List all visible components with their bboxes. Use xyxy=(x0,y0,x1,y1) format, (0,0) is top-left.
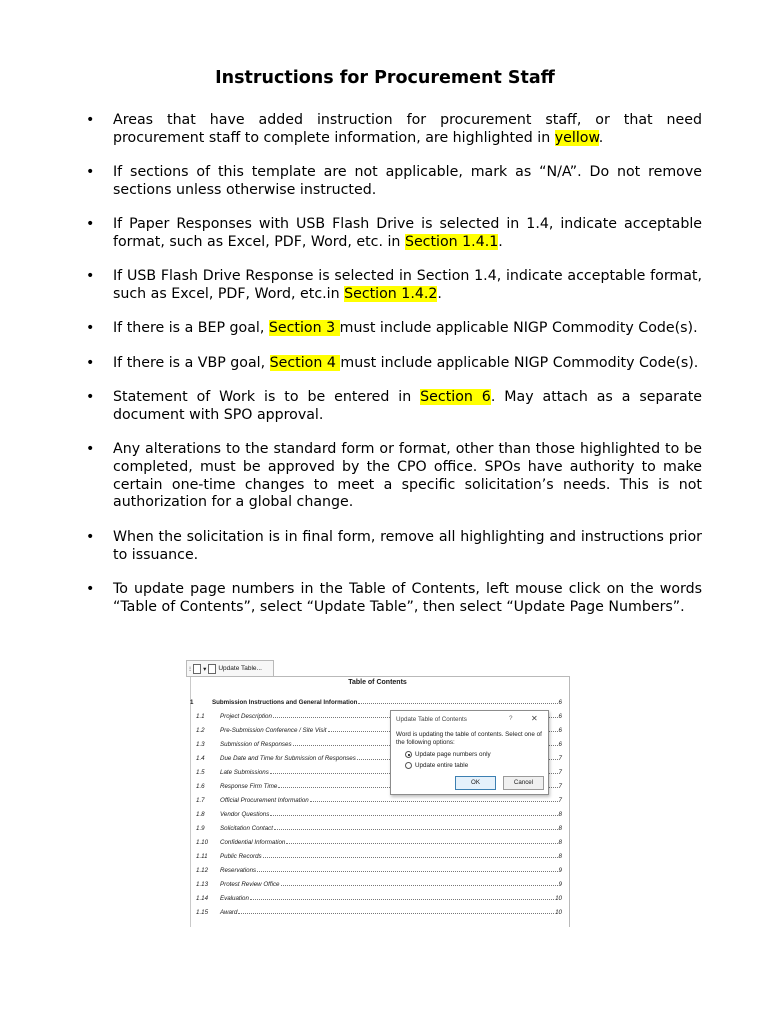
toc-entry-page: 10 xyxy=(555,909,562,916)
instruction-text: must include applicable NIGP Commodity Code(s). xyxy=(339,320,698,337)
toc-entry-number: 1.14 xyxy=(196,895,209,902)
option-entire-table-label: Update entire table xyxy=(415,762,469,769)
toc-entry-page: 6 xyxy=(558,741,562,748)
instruction-item xyxy=(86,268,702,304)
toc-entry[interactable] xyxy=(196,895,562,902)
toc-leader-dots xyxy=(281,884,558,886)
toc-entry-page: 10 xyxy=(555,895,562,902)
drag-handle-icon: ⁝ xyxy=(189,665,192,673)
toc-leader-dots xyxy=(270,814,557,816)
bullet-icon: • xyxy=(86,388,95,405)
ok-button[interactable]: OK xyxy=(455,776,496,790)
toc-entry-number: 1.1 xyxy=(196,713,205,720)
toc-entry[interactable] xyxy=(196,811,562,818)
instruction-text: Any alterations to the standard form or format, other than those highlighted to be completed, must be approved by the CPO office. SPOs have authority to make certain one-time changes to meet a specific solicitation’s needs. This is not authorization for a global change. xyxy=(113,441,702,511)
toc-entry[interactable] xyxy=(196,797,562,804)
toc-entry[interactable] xyxy=(196,825,562,832)
instruction-item xyxy=(86,529,702,565)
toc-entry-page: 6 xyxy=(558,727,562,734)
bullet-icon: • xyxy=(86,528,95,545)
toc-entry-label: Solicitation Contact xyxy=(220,825,273,832)
dialog-message: Word is updating the table of contents. Select one of the following options: xyxy=(396,731,542,746)
toc-entry[interactable] xyxy=(196,881,562,888)
help-icon[interactable]: ? xyxy=(509,715,513,722)
bullet-icon: • xyxy=(86,216,95,233)
toc-entry-label: Submission Instructions and General Information xyxy=(212,699,358,706)
document-icon xyxy=(193,664,201,674)
toc-entry[interactable] xyxy=(196,867,562,874)
highlighted-text: Section 4 xyxy=(269,354,341,371)
toc-entry[interactable] xyxy=(196,853,562,860)
instruction-text: . xyxy=(437,286,442,303)
update-table-button[interactable]: Update Table... xyxy=(218,665,262,672)
toc-entry-page: 9 xyxy=(558,881,562,888)
instruction-text: . May attach as a separate document with SPO approval. xyxy=(113,388,703,423)
bullet-icon: • xyxy=(86,354,95,371)
toc-entry-number: 1.9 xyxy=(196,825,205,832)
toc-entry-number: 1.6 xyxy=(196,783,205,790)
highlighted-text: Section 1.4.1 xyxy=(404,233,499,250)
toc-entry-page: 7 xyxy=(558,755,562,762)
bullet-icon: • xyxy=(86,112,95,128)
instruction-item xyxy=(86,355,702,373)
toc-entry-label: Public Records xyxy=(220,853,262,860)
instruction-text: If sections of this template are not applicable, mark as “N/A”. Do not remove sections unless otherwise instructed. xyxy=(113,164,702,198)
toc-entry-number: 1.10 xyxy=(196,839,209,846)
bullet-icon: • xyxy=(86,164,95,181)
highlighted-text: Section 6 xyxy=(420,388,491,405)
toc-entry-label: Official Procurement Information xyxy=(220,797,309,804)
instruction-item xyxy=(86,441,702,512)
toc-entry-label: Award xyxy=(220,909,238,916)
toc-entry[interactable] xyxy=(190,699,562,706)
highlighted-text: yellow xyxy=(554,129,599,146)
toc-entry-label: Response Firm Time xyxy=(220,783,278,790)
toc-entry-number: 1.8 xyxy=(196,811,205,818)
instruction-text: When the solicitation is in final form, remove all highlighting and instructions prior to issuance. xyxy=(113,528,702,563)
cancel-button[interactable]: Cancel xyxy=(503,776,544,790)
close-icon[interactable]: ✕ xyxy=(531,714,538,723)
toc-toolbar xyxy=(186,660,274,676)
instruction-item xyxy=(86,112,702,148)
toc-entry-label: Pre-Submission Conference / Site Visit xyxy=(220,727,327,734)
toc-leader-dots xyxy=(274,828,558,830)
toc-leader-dots xyxy=(263,856,558,858)
toc-entry-page: 7 xyxy=(558,797,562,804)
toc-entry-page: 8 xyxy=(558,811,562,818)
toc-entry-page: 7 xyxy=(558,769,562,776)
dialog-title: Update Table of Contents xyxy=(396,716,467,723)
toc-entry-label: Evaluation xyxy=(220,895,249,902)
toc-entry-page: 6 xyxy=(558,713,562,720)
instruction-item xyxy=(86,320,702,338)
toc-entry[interactable] xyxy=(196,909,562,916)
toc-entry-number: 1 xyxy=(190,699,194,706)
instruction-text: If there is a VBP goal, xyxy=(113,354,270,371)
toc-entry-page: 8 xyxy=(558,853,562,860)
option-page-numbers[interactable] xyxy=(405,751,491,758)
toc-entry-label: Protest Review Office xyxy=(220,881,280,888)
toc-entry-label: Due Date and Time for Submission of Responses xyxy=(220,755,356,762)
radio-selected-icon[interactable] xyxy=(405,751,412,758)
update-document-icon xyxy=(208,664,216,674)
radio-unselected-icon[interactable] xyxy=(405,762,412,769)
instruction-item xyxy=(86,581,702,617)
bullet-icon: • xyxy=(86,441,95,458)
toc-entry-number: 1.5 xyxy=(196,769,205,776)
page-title: Instructions for Procurement Staff xyxy=(215,68,555,88)
toc-leader-dots xyxy=(257,870,557,872)
toc-entry-label: Submission of Responses xyxy=(220,741,292,748)
toc-entry-page: 6 xyxy=(558,699,562,706)
instruction-text: If USB Flash Drive Response is selected in Section 1.4, indicate acceptable format, such as Excel, PDF, Word, etc.in xyxy=(113,268,702,303)
dropdown-arrow-icon: ▾ xyxy=(203,665,207,673)
instruction-item xyxy=(86,164,702,200)
instruction-item xyxy=(86,389,702,425)
instruction-text: If Paper Responses with USB Flash Drive is selected in 1.4, indicate acceptable format, such as Excel, PDF, Word, etc. in xyxy=(113,216,702,250)
toc-entry-page: 8 xyxy=(558,839,562,846)
toc-entry-number: 1.11 xyxy=(196,853,208,860)
toc-entry[interactable] xyxy=(196,839,562,846)
toc-entry-number: 1.12 xyxy=(196,867,209,874)
toc-leader-dots xyxy=(286,842,557,844)
toc-entry-number: 1.3 xyxy=(196,741,205,748)
bullet-icon: • xyxy=(86,320,95,337)
toc-leader-dots xyxy=(358,702,557,704)
option-page-numbers-label: Update page numbers only xyxy=(415,751,491,758)
highlighted-text: Section 3 xyxy=(268,320,340,337)
toc-entry-number: 1.13 xyxy=(196,881,209,888)
instruction-text: Statement of Work is to be entered in xyxy=(113,388,421,405)
bullet-icon: • xyxy=(86,580,95,597)
toc-entry-page: 9 xyxy=(558,867,562,874)
instruction-text: must include applicable NIGP Commodity Code(s). xyxy=(340,354,699,371)
toc-entry-page: 8 xyxy=(558,825,562,832)
toc-entry-label: Project Description xyxy=(220,713,272,720)
toc-entry-label: Confidential Information xyxy=(220,839,286,846)
instruction-text: . xyxy=(598,129,604,146)
instruction-text: If there is a BEP goal, xyxy=(113,320,269,337)
toc-entry-label: Vendor Questions xyxy=(220,811,270,818)
toc-leader-dots xyxy=(310,800,558,802)
instruction-item xyxy=(86,216,702,252)
update-toc-dialog xyxy=(390,710,549,795)
toc-entry-number: 1.7 xyxy=(196,797,205,804)
toc-entry-page: 7 xyxy=(558,783,562,790)
toc-entry-number: 1.15 xyxy=(196,909,209,916)
bullet-icon: • xyxy=(86,268,95,285)
instruction-text: Areas that have added instruction for procurement staff, or that need procurement staff to complete information, are highlighted in xyxy=(113,112,702,146)
toc-leader-dots xyxy=(250,898,554,900)
toc-leader-dots xyxy=(238,912,554,914)
toc-entry-number: 1.2 xyxy=(196,727,205,734)
highlighted-text: Section 1.4.2 xyxy=(344,286,438,303)
toc-title[interactable]: Table of Contents xyxy=(348,679,407,686)
instruction-list xyxy=(86,112,702,633)
toc-entry-number: 1.4 xyxy=(196,755,205,762)
toc-entry-label: Late Submissions xyxy=(220,769,269,776)
margin-line xyxy=(190,677,191,927)
toc-entry-label: Reservations xyxy=(220,867,257,874)
option-entire-table[interactable] xyxy=(405,762,468,769)
instruction-text: To update page numbers in the Table of Contents, left mouse click on the words “Table of Contents”, select “Update Table”, then select “Update Page Numbers”. xyxy=(113,580,702,615)
instruction-text: . xyxy=(498,233,503,250)
